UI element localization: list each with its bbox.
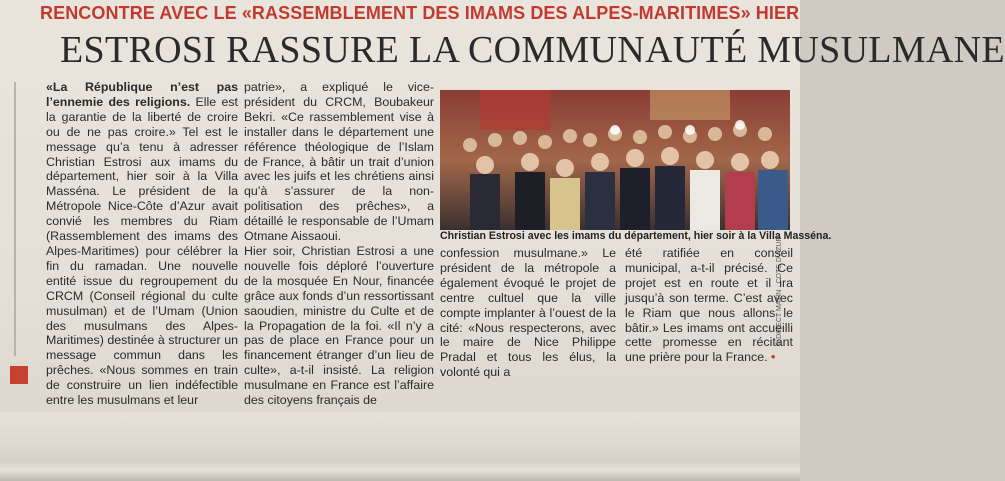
photo-caption: Christian Estrosi avec les imams du département, hier soir à la Villa Masséna. <box>440 230 832 242</box>
column-4-text: été ratifiée en conseil municipal, a-t-il précisé. Ce projet est en route et il ira jusqu’à son terme. C’est avec le Riam que nous allons le bâtir.» Les imams ont accueilli cette promesse en récitant une prière pour la France. <box>625 246 793 365</box>
column-1-text: Elle est la garantie de la liberté de croire ou de ne pas croire.» Tel est le message qu’a tenu à adresser Christian Estrosi aux imams du département, hier soir à la Villa Masséna. Le président de la Métropole Nice-Côte d’Azur avait convié les membres du Riam (Rassemblement des imams des Alpes-Maritimes) pour célébrer la fin du ramadan. Une nouvelle entité issue du regroupement du CRCM (Conseil régional du culte musulman) et de l’Umam (Union des musulmans des Alpes-Maritimes) destinée à structurer un message commun dans les prêches. «Nous sommes en train de construire un lien indéfectible entre les musulmans et leur <box>46 94 238 408</box>
article-kicker: RENCONTRE AVEC LE «RASSEMBLEMENT DES IMAMS DES ALPES-MARITIMES» HIER <box>40 3 800 23</box>
article-photo <box>440 90 790 230</box>
column-4-paragraph <box>625 236 793 365</box>
column-2-paragraph-1: patrie», a expliqué le vice-président du CRCM, Boubakeur Bekri. «Ce rassemblement vise à installer dans le département une référence théologique de l’Islam de France, à bâtir un trait d’union avec les juifs et les chrétiens ainsi qu’à s’assurer de la non-politisation des prêches», a détaillé le responsable de l’Umam Otmane Aissaoui. <box>244 80 434 244</box>
article-column-3 <box>440 246 616 380</box>
article-column-1 <box>46 80 238 408</box>
red-square-icon <box>10 366 28 384</box>
column-rule <box>14 82 16 356</box>
group-photo-image <box>440 90 790 230</box>
photo-credit: © DIRECT MATIN · COTE D’AZUR <box>776 236 783 346</box>
page-fold <box>0 462 800 481</box>
column-3-paragraph: confession musulmane.» Le président de la métropole a également évoqué le projet de centre cultuel que la ville compte implanter à l’ouest de la cité: «Nous respecterons, avec le maire de Nice Philippe Pradal et tous les élus, la volonté qui a <box>440 246 616 380</box>
column-1-paragraph <box>46 80 238 408</box>
article-column-4 <box>625 236 793 365</box>
red-bullet-icon: • <box>771 350 776 365</box>
article-column-2 <box>244 80 434 408</box>
lead-quote: «La République n’est pas l’ennemie des religions. <box>46 80 238 109</box>
article-headline: ESTROSI RASSURE LA COMMUNAUTÉ MUSULMANE <box>60 29 1005 71</box>
column-2-paragraph-2: Hier soir, Christian Estrosi a une nouvelle fois déploré l’ouverture de la mosquée En Nour, financée grâce aux fonds d’un ressortissant saoudien, ministre du Culte et de la Propagation de la foi. «Il n’y a pas de place en France pour un financement étranger d’un lieu de culte», a-t-il insisté. La religion musulmane en France est l’affaire des citoyens français de <box>244 243 434 408</box>
